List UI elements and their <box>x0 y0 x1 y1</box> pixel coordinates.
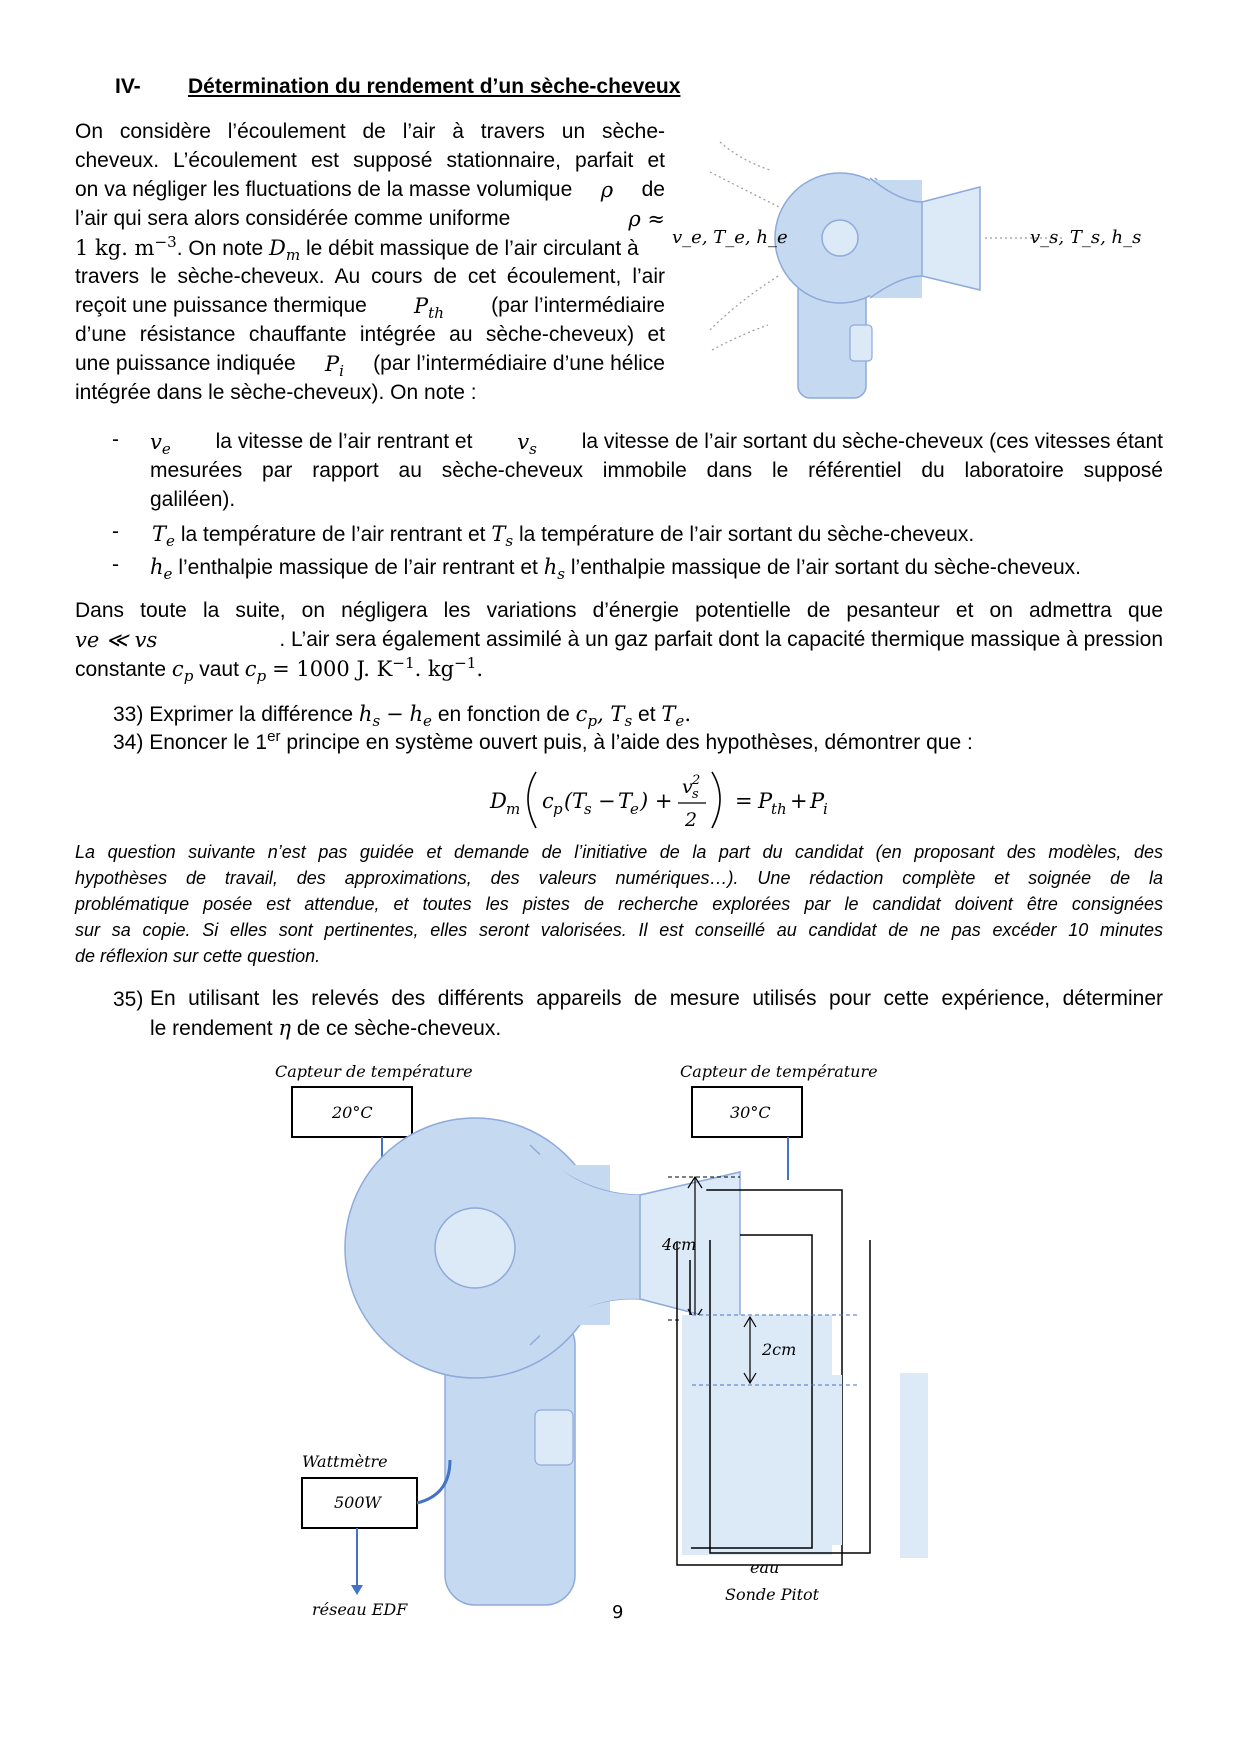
intro-line-3: on va négliger les fluctuations de la masse volumique ρ de <box>75 178 665 202</box>
svg-text:m: m <box>506 800 521 818</box>
svg-text:i: i <box>823 800 828 818</box>
intro-line-6: travers le sèche-cheveux. Au cours de cet écoulement, l’air <box>75 265 665 288</box>
question-34: 34) Enoncer le 1er principe en système ouvert puis, à l’aide des hypothèses, démontrer que : <box>113 728 973 754</box>
experiment-hairdryer <box>345 1118 740 1605</box>
bullet-dash: - <box>112 428 119 451</box>
svg-text:P: P <box>810 789 825 813</box>
sensor-2-value: 30°C <box>730 1103 771 1122</box>
intro-line-2: cheveux. L’écoulement est supposé stationnaire, parfait et <box>75 149 665 172</box>
svg-text:) +: ) + <box>640 789 673 813</box>
intro-line-10: intégrée dans le sèche-cheveux). On note : <box>75 381 477 404</box>
nozzle-width-label: 4cm <box>662 1235 697 1254</box>
intro-line-9: une puissance indiquée $P_i$ (par l’intermédiaire d’une hélice <box>75 352 665 381</box>
bullet-dash: - <box>112 553 119 576</box>
note-line-1: La question suivante n’est pas guidée et demande de l’initiative de la part du candidat (en proposant des modèles, des <box>75 842 1163 862</box>
svg-text:2: 2 <box>685 809 698 831</box>
para2-line-3: constante $c_p$ vaut $c_p = 1000$ J. $K^{-1}$. $kg^{-1}$. <box>75 654 484 686</box>
svg-text:−: − <box>598 789 616 813</box>
intro-line-5: 1 kg. $m^{-3}$. On note $D_m$ le débit massique de l’air circulant à <box>75 233 639 265</box>
svg-text:s: s <box>692 787 699 802</box>
note-line-4: sur sa copie. Si elles sont pertinentes, elles seront valorisées. Il est conseillé au candidat de ne pas excéder 10 minutes <box>75 920 1163 940</box>
intro-line-1: On considère l’écoulement de l’air à travers un sèche- <box>75 120 665 143</box>
svg-text:th: th <box>771 800 787 818</box>
inlet-label: v_e, T_e, h_e <box>672 227 788 248</box>
note-line-5: de réflexion sur cette question. <box>75 946 321 966</box>
svg-text:v: v <box>682 776 693 798</box>
energy-equation <box>480 758 840 838</box>
pitot-label: Sonde Pitot <box>725 1585 820 1604</box>
svg-text:T: T <box>572 789 587 813</box>
svg-text:P: P <box>758 789 773 813</box>
grid-label: réseau EDF <box>312 1600 408 1619</box>
section-title: Détermination du rendement d’un sèche-cheveux <box>188 75 681 98</box>
svg-text:s: s <box>584 800 592 818</box>
hairdryer-figure <box>670 130 1142 410</box>
intro-line-7: reçoit une puissance thermique $P_{th}$ (par l’intermédiaire <box>75 294 665 323</box>
bullet-3: $h_e$ l’enthalpie massique de l’air rentrant et $h_s$ l’enthalpie massique de l’air sortant du sèche-cheveux. <box>150 555 1081 584</box>
intro-line-4: l’air qui sera alors considérée comme uniforme ρ ≈ <box>75 207 665 231</box>
sensor-1-value: 20°C <box>332 1103 373 1122</box>
question-35-line-1: En utilisant les relevés des différents appareils de mesure utilisés pour cette expérience, déterminer <box>150 987 1163 1010</box>
svg-text:(: ( <box>564 789 573 813</box>
bullet-1-line-1: $v_e$ la vitesse de l’air rentrant et $v_s$ la vitesse de l’air sortant du sèche-cheveux (ces vitesses étant <box>150 430 1163 459</box>
bullet-2: $T_e$ la température de l’air rentrant et $T_s$ la température de l’air sortant du sèche-cheveux. <box>152 522 975 551</box>
svg-text:D: D <box>490 789 507 813</box>
sensor-2-label: Capteur de température <box>680 1062 878 1081</box>
bullet-1-line-2: mesurées par rapport au sèche-cheveux immobile dans le référentiel du laboratoire supposé <box>150 459 1163 482</box>
svg-text:e: e <box>630 800 639 818</box>
section-number: IV- <box>115 75 141 98</box>
para2-line-2: ve ≪ vs . L’air sera également assimilé à un gaz parfait dont la capacité thermique massique à pression <box>75 628 1163 652</box>
sensor-1-label: Capteur de température <box>275 1062 473 1081</box>
wattmeter-label: Wattmètre <box>302 1452 388 1471</box>
svg-text:c: c <box>542 789 554 813</box>
svg-text:+: + <box>790 789 808 813</box>
experiment-figure <box>260 1055 960 1620</box>
svg-text:=: = <box>735 789 753 813</box>
svg-text:2: 2 <box>692 773 701 788</box>
level-difference-label: 2cm <box>762 1340 797 1359</box>
intro-line-8: d’une résistance chauffante intégrée au sèche-cheveux) et <box>75 323 665 346</box>
wattmeter-value: 500W <box>334 1493 381 1512</box>
question-33: 33) Exprimer la différence $h_s - h_e$ en fonction de $c_p$, $T_s$ et $T_e$. <box>113 702 692 731</box>
outlet-label: v_s, T_s, h_s <box>1030 227 1142 248</box>
bullet-1-line-3: galiléen). <box>150 488 236 511</box>
note-line-2: hypothèses de travail, des approximations, des valeurs numériques…). Une rédaction complète et soignée de la <box>75 868 1163 888</box>
water-label: eau <box>750 1558 780 1577</box>
note-line-3: problématique posée est attendue, et toutes les pistes de recherche explorées par le candidat doivent être consignées <box>75 894 1163 914</box>
bullet-dash: - <box>112 520 119 543</box>
svg-text:T: T <box>618 789 633 813</box>
para2-line-1: Dans toute la suite, on négligera les variations d’énergie potentielle de pesanteur et on admettra que <box>75 599 1163 622</box>
question-35-number: 35) <box>113 988 144 1011</box>
svg-text:p: p <box>553 800 563 818</box>
question-35-line-2: le rendement η de ce sèche-cheveux. <box>150 1016 502 1040</box>
hairdryer-body <box>775 173 980 398</box>
page-number: 9 <box>612 1602 624 1623</box>
